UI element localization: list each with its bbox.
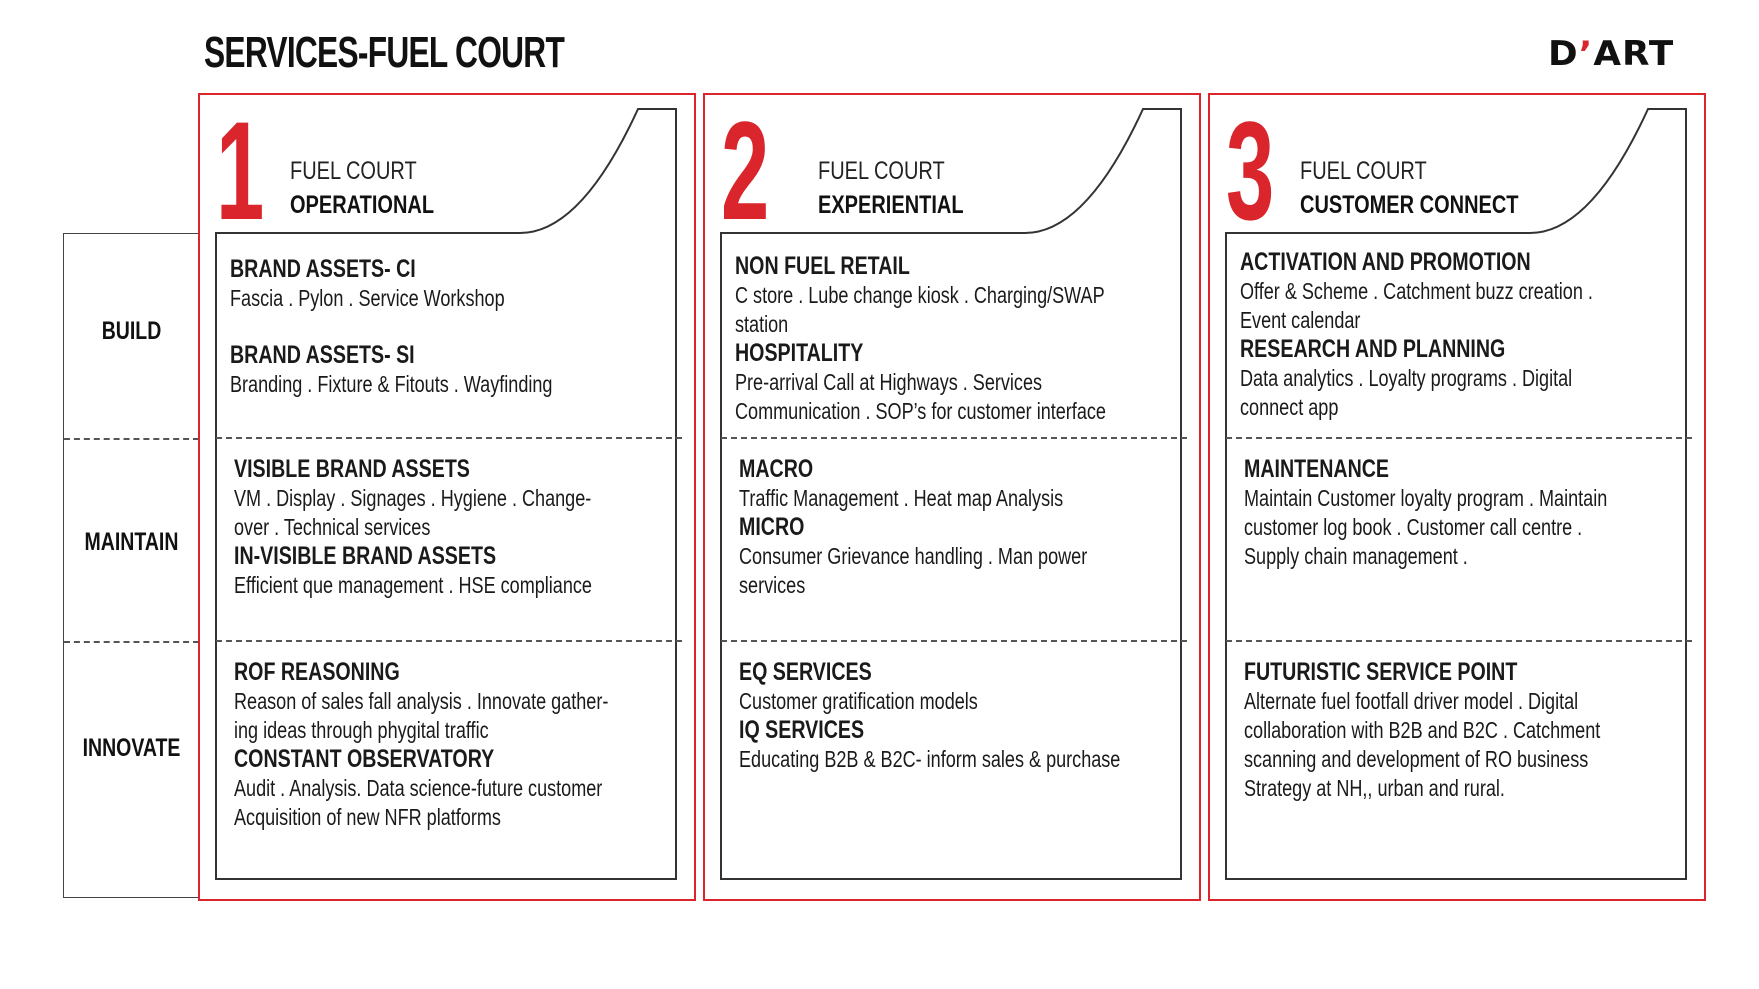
cell-text: Maintain Customer loyalty program . Maintain: [1244, 485, 1608, 511]
cell-build: [1240, 248, 1680, 422]
column-experiential: [703, 93, 1201, 901]
cell-text: Supply chain management .: [1244, 543, 1468, 569]
cell-text: Audit . Analysis. Data science-future customer: [234, 775, 603, 801]
row-divider: [216, 437, 682, 439]
dart-logo: D’ART: [1548, 34, 1675, 74]
page-title: SERVICES-FUEL COURT: [204, 28, 565, 77]
cell-text: Offer & Scheme . Catchment buzz creation .: [1240, 278, 1593, 304]
cell-maintain: [234, 455, 674, 600]
cell-heading: EQ SERVICES: [739, 658, 872, 686]
cell-heading: IQ SERVICES: [739, 716, 865, 744]
cell-text: collaboration with B2B and B2C . Catchment: [1244, 717, 1601, 743]
cell-text: customer log book . Customer call centre .: [1244, 514, 1583, 540]
column-header-line1: FUEL COURT: [290, 157, 417, 185]
row-divider: [721, 640, 1187, 642]
cell-text: Efficient que management . HSE compliance: [234, 572, 592, 598]
row-divider: [64, 438, 199, 440]
cell-build: [735, 252, 1175, 426]
cell-text: services: [739, 572, 806, 598]
column-number: 1: [216, 92, 265, 249]
cell-text: Customer gratification models: [739, 688, 978, 714]
cell-heading: FUTURISTIC SERVICE POINT: [1244, 658, 1518, 686]
cell-innovate: [1244, 658, 1684, 803]
cell-text: scanning and development of RO business: [1244, 746, 1589, 772]
cell-heading: CONSTANT OBSERVATORY: [234, 745, 495, 773]
row-divider: [1226, 437, 1692, 439]
row-label-build: BUILD: [101, 317, 162, 345]
cell-heading: NON FUEL RETAIL: [735, 252, 910, 280]
column-header-line1: FUEL COURT: [1300, 157, 1427, 185]
cell-heading: IN-VISIBLE BRAND ASSETS: [234, 542, 497, 570]
cell-maintain: [1244, 455, 1684, 571]
column-number: 2: [721, 92, 770, 249]
cell-heading: MACRO: [739, 455, 814, 483]
cell-text: station: [735, 311, 789, 337]
cell-text: Strategy at NH,, urban and rural.: [1244, 775, 1505, 801]
row-divider: [216, 640, 682, 642]
row-divider: [64, 641, 199, 643]
cell-build: [230, 255, 670, 399]
cell-heading: BRAND ASSETS- SI: [230, 341, 415, 369]
cell-heading: ACTIVATION AND PROMOTION: [1240, 248, 1531, 276]
cell-text: Communication . SOP’s for customer interface: [735, 398, 1106, 424]
row-divider: [721, 437, 1187, 439]
row-label-maintain: MAINTAIN: [84, 528, 179, 556]
cell-text: Data analytics . Loyalty programs . Digital: [1240, 365, 1573, 391]
cell-heading: BRAND ASSETS- CI: [230, 255, 416, 283]
cell-maintain: [739, 455, 1179, 600]
column-operational: [198, 93, 696, 901]
row-label-innovate: INNOVATE: [82, 734, 181, 762]
cell-text: ing ideas through phygital traffic: [234, 717, 489, 743]
column-customer-connect: [1208, 93, 1706, 901]
cell-text: Consumer Grievance handling . Man power: [739, 543, 1088, 569]
cell-heading: VISIBLE BRAND ASSETS: [234, 455, 470, 483]
cell-text: Fascia . Pylon . Service Workshop: [230, 285, 505, 311]
cell-text: Event calendar: [1240, 307, 1361, 333]
cell-text: Alternate fuel footfall driver model . Digital: [1244, 688, 1579, 714]
cell-text: Branding . Fixture & Fitouts . Wayfinding: [230, 371, 553, 397]
column-header-line1: FUEL COURT: [818, 157, 945, 185]
cell-heading: ROF REASONING: [234, 658, 400, 686]
row-divider: [1226, 640, 1692, 642]
cell-text: connect app: [1240, 394, 1339, 420]
cell-text: Acquisition of new NFR platforms: [234, 804, 501, 830]
cell-innovate: [234, 658, 674, 832]
cell-text: Pre-arrival Call at Highways . Services: [735, 369, 1043, 395]
column-number: 3: [1226, 92, 1275, 249]
cell-text: Educating B2B & B2C- inform sales & purchase: [739, 746, 1121, 772]
cell-text: C store . Lube change kiosk . Charging/SWAP: [735, 282, 1105, 308]
cell-heading: MICRO: [739, 513, 805, 541]
cell-heading: RESEARCH AND PLANNING: [1240, 335, 1506, 363]
column-header-line2: EXPERIENTIAL: [818, 191, 964, 219]
cell-text: Traffic Management . Heat map Analysis: [739, 485, 1064, 511]
cell-text: Reason of sales fall analysis . Innovate gather-: [234, 688, 609, 714]
cell-heading: MAINTENANCE: [1244, 455, 1390, 483]
column-header-line2: OPERATIONAL: [290, 191, 435, 219]
column-header-line2: CUSTOMER CONNECT: [1300, 191, 1519, 219]
cell-text: over . Technical services: [234, 514, 431, 540]
cell-heading: HOSPITALITY: [735, 339, 864, 367]
row-labels: [63, 233, 198, 898]
cell-text: VM . Display . Signages . Hygiene . Change-: [234, 485, 592, 511]
cell-innovate: [739, 658, 1179, 774]
